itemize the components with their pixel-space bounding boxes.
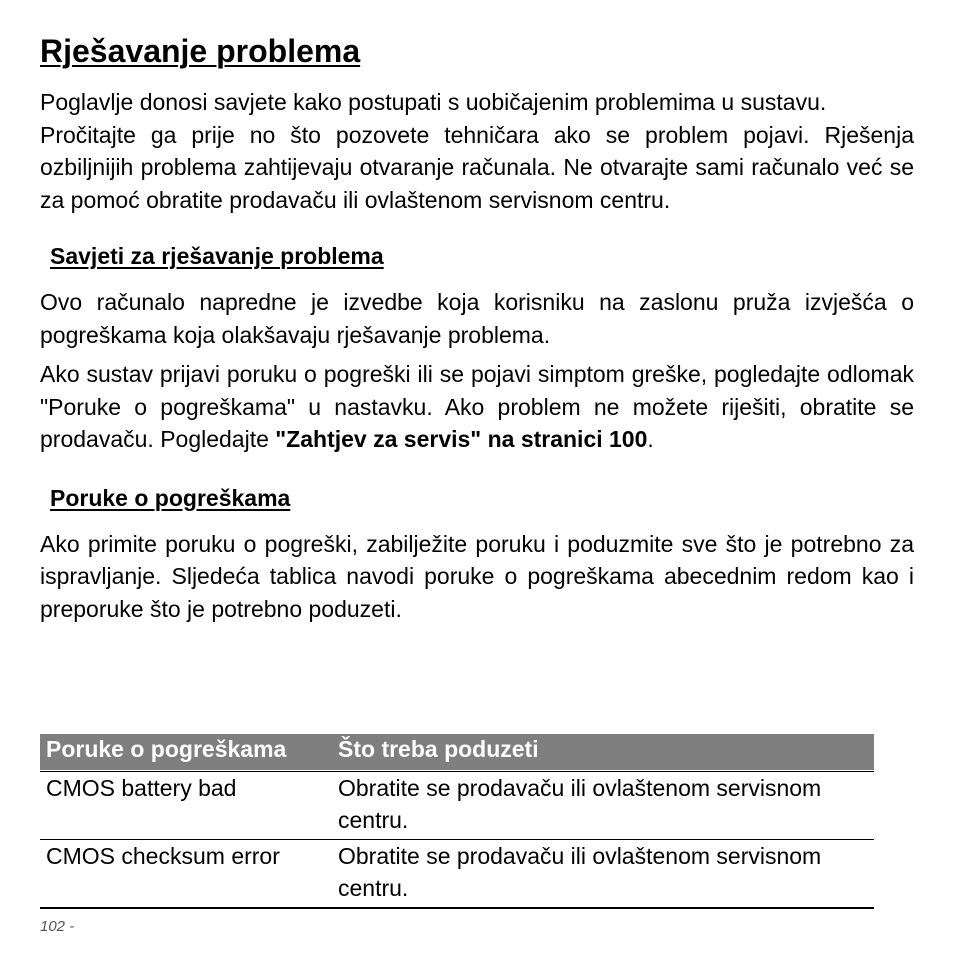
page-title: Rješavanje problema xyxy=(40,33,361,69)
table-cell-message: CMOS checksum error xyxy=(46,843,280,869)
table-cell-message: CMOS battery bad xyxy=(46,775,237,801)
tips-paragraph-2 xyxy=(40,358,914,456)
error-messages-table xyxy=(40,734,874,909)
intro-paragraph-1: Poglavlje donosi savjete kako postupati s uobičajenim problemima u sustavu. xyxy=(40,89,827,115)
section-heading-troubleshooting-tips: Savjeti za rješavanje problema xyxy=(50,243,384,269)
tips-paragraph-1: Ovo računalo napredne je izvedbe koja korisniku na zaslonu pruža izvješća o pogreškama koja olakšavaju rješavanje problema. xyxy=(40,289,914,348)
tips-paragraph-2-end: . xyxy=(647,426,654,452)
page-content xyxy=(40,30,914,625)
intro-paragraph-2: Pročitajte ga prije no što pozovete tehničara ako se problem pojavi. Rješenja ozbiljnijih problema zahtijevaju otvaranje računala. Ne otvarajte sami računalo već se za pomoć obratite prodavaču ili ovlaštenom servisnom centru. xyxy=(40,121,914,213)
tips-paragraph-2-text: Ako sustav prijavi poruku o pogreški ili se pojavi simptom greške, pogledajte odlomak "Poruke o pogreškama" u nastavku. Ako problem ne možete riješiti, obratite se prodavaču. Pogledajte xyxy=(40,361,914,452)
table-cell-action: Obratite se prodavaču ili ovlaštenom servisnom centru. xyxy=(338,843,822,901)
table-header-actions: Što treba poduzeti xyxy=(338,736,539,762)
table-header-row xyxy=(40,734,874,771)
error-messages-paragraph: Ako primite poruku o pogreški, zabilježite poruku i poduzmite sve što je potrebno za ispravljanje. Sljedeća tablica navodi poruke o pogreškama abecednim redom kao i preporuke što je potrebno poduzeti. xyxy=(40,530,914,622)
table-row xyxy=(40,771,874,839)
table-header-messages: Poruke o pogreškama xyxy=(46,736,287,762)
service-request-link[interactable]: "Zahtjev za servis" na stranici 100 xyxy=(275,426,648,452)
table-bottom-rule xyxy=(40,907,874,909)
page-number: 102 - xyxy=(40,918,75,935)
table-row xyxy=(40,839,874,907)
table-cell-action: Obratite se prodavaču ili ovlaštenom servisnom centru. xyxy=(338,775,822,833)
section-heading-error-messages: Poruke o pogreškama xyxy=(50,484,291,511)
